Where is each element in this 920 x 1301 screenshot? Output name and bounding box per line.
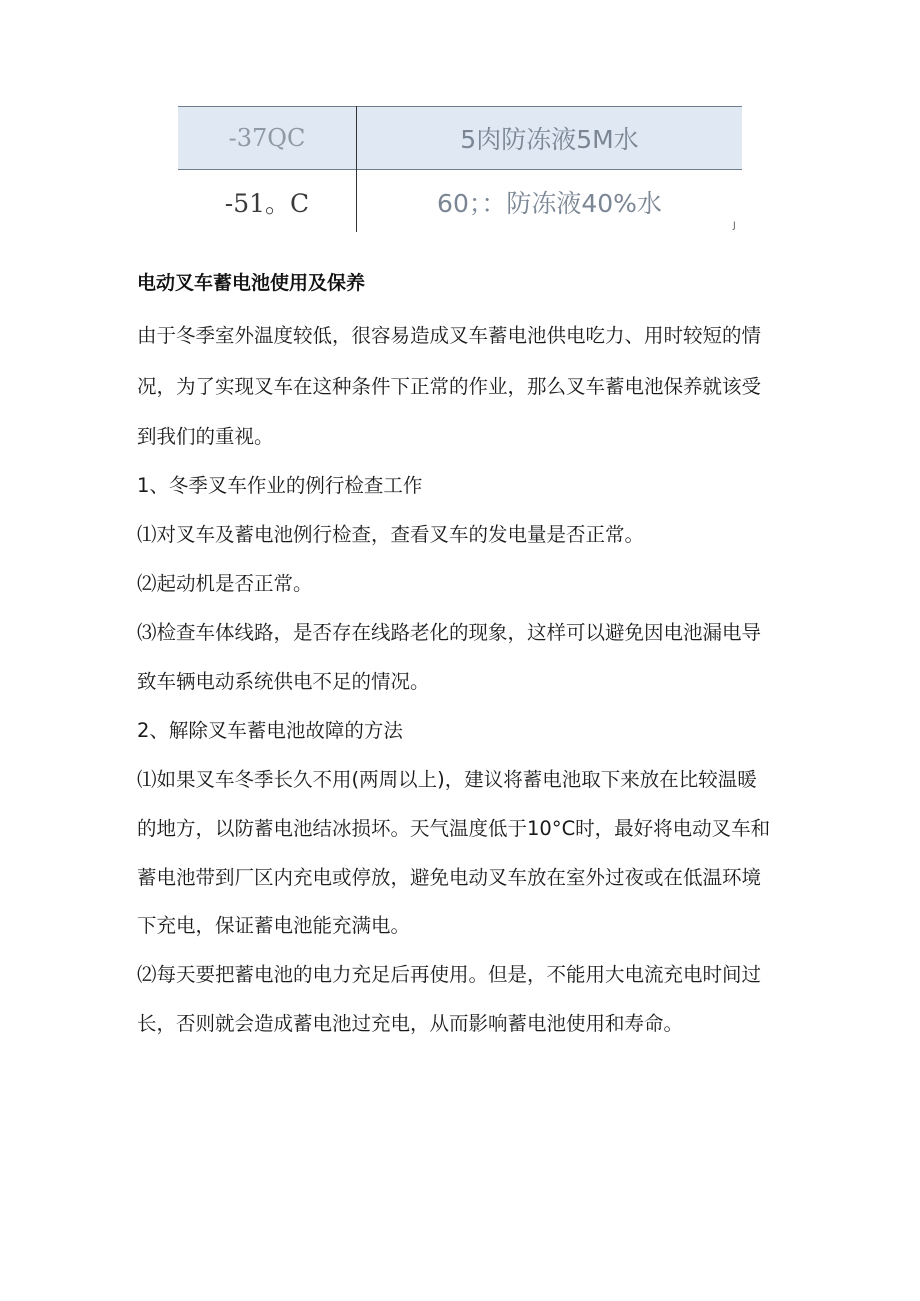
paragraph-line: 况，为了实现叉车在这种条件下正常的作业，那么叉车蓄电池保养就该受 bbox=[137, 375, 762, 398]
list-heading: 2、解除叉车蓄电池故障的方法 bbox=[137, 719, 403, 742]
list-item-continued: 长，否则就会造成蓄电池过充电，从而影响蓄电池使用和寿命。 bbox=[137, 1012, 684, 1035]
list-item: ⑵起动机是否正常。 bbox=[137, 572, 313, 595]
list-item-continued: 致车辆电动系统供电不足的情况。 bbox=[137, 670, 430, 693]
list-item-continued: 蓄电池带到厂区内充电或停放，避免电动叉车放在室外过夜或在低温环境 bbox=[137, 866, 762, 889]
section-title: 电动叉车蓄电池使用及保养 bbox=[137, 272, 366, 294]
table-cell-mix-2: 60；：防冻液40%水 bbox=[437, 189, 662, 218]
list-heading: 1、冬季叉车作业的例行检查工作 bbox=[137, 474, 423, 497]
list-item: ⑶检查车体线路，是否存在线路老化的现象，这样可以避免因电池漏电导 bbox=[137, 621, 762, 644]
list-item-continued: 下充电，保证蓄电池能充满电。 bbox=[137, 914, 411, 937]
antifreeze-table bbox=[178, 106, 742, 234]
list-item: ⑴对叉车及蓄电池例行检查，查看叉车的发电量是否正常。 bbox=[137, 523, 645, 546]
table-cell-mix-1: 5肉防冻液5M水 bbox=[460, 124, 639, 154]
list-item: ⑵每天要把蓄电池的电力充足后再使用。但是，不能用大电流充电时间过 bbox=[137, 963, 762, 986]
paragraph-line: 由于冬季室外温度较低，很容易造成叉车蓄电池供电吃力、用时较短的情 bbox=[137, 324, 762, 347]
list-item: ⑴如果叉车冬季长久不用(两周以上)，建议将蓄电池取下来放在比较温暖 bbox=[137, 768, 757, 791]
table-cell-temp-2: -51。C bbox=[224, 189, 310, 218]
stray-mark: J bbox=[733, 221, 736, 231]
list-item-continued: 的地方，以防蓄电池结冰损坏。天气温度低于10°C时，最好将电动叉车和 bbox=[137, 817, 771, 840]
table-cell-temp-1: -37QC bbox=[228, 123, 306, 152]
paragraph-line: 到我们的重视。 bbox=[137, 425, 274, 448]
